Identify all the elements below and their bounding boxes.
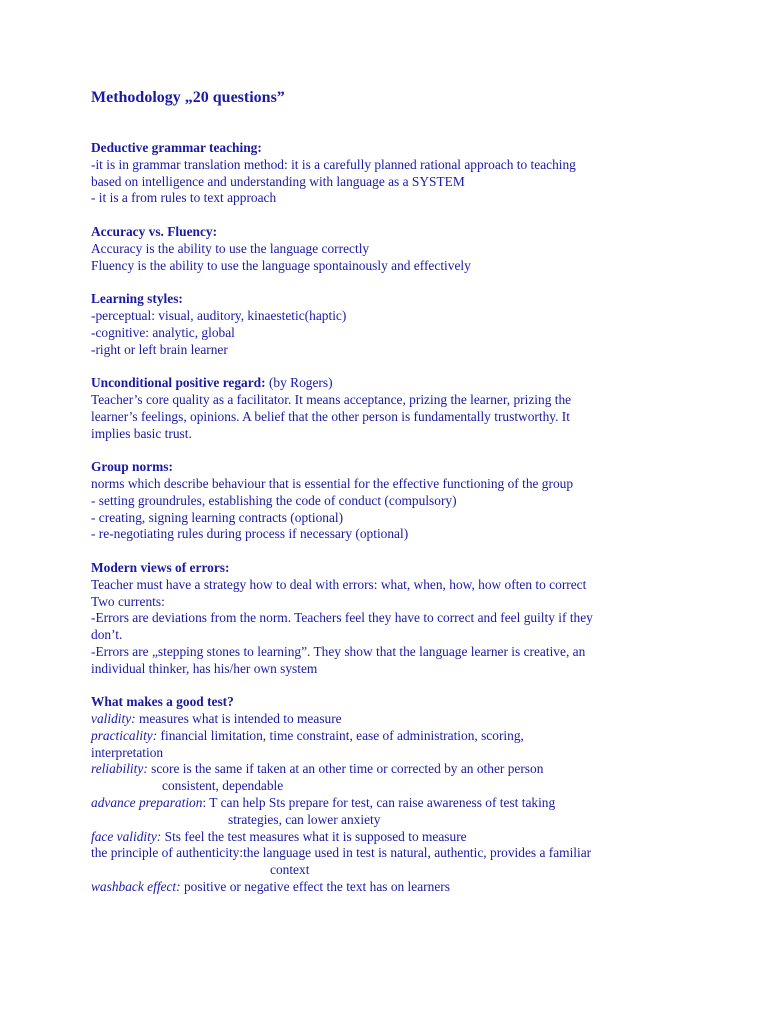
- text-line: -Errors are „stepping stones to learning”. They show that the language learner is creative, an: [91, 643, 586, 659]
- text-line: -Errors are deviations from the norm. Teachers feel they have to correct and feel guilty if they: [91, 610, 593, 626]
- test-criterion-practicality: [91, 728, 691, 745]
- text-line: learner’s feelings, opinions. A belief that the other person is fundamentally trustworthy. It: [91, 408, 570, 424]
- criterion-term: washback effect:: [91, 879, 181, 895]
- text-line: don’t.: [91, 627, 123, 643]
- document-page: [91, 88, 691, 913]
- text-line: - it is a from rules to text approach: [91, 190, 277, 206]
- text-line: - creating, signing learning contracts (optional): [91, 509, 344, 525]
- section-group-norms: [91, 459, 691, 543]
- section-heading-line: [91, 375, 691, 392]
- section-heading: Unconditional positive regard:: [91, 375, 266, 391]
- criterion-continuation: interpretation: [91, 744, 164, 760]
- text-line: Teacher’s core quality as a facilitator. It means acceptance, prizing the learner, prizing the: [91, 391, 572, 407]
- section-heading: Accuracy vs. Fluency:: [91, 223, 218, 239]
- text-line: Fluency is the ability to use the language spontainously and effectively: [91, 257, 471, 273]
- criterion-term: validity:: [91, 711, 136, 727]
- heading-suffix: (by Rogers): [265, 375, 333, 391]
- test-criterion-reliability: [91, 761, 691, 778]
- section-heading: What makes a good test?: [91, 694, 234, 710]
- criterion-text: Sts feel the test measures what it is supposed to measure: [161, 828, 467, 844]
- page-title: Methodology „20 questions”: [91, 89, 285, 106]
- section-heading: Group norms:: [91, 459, 173, 475]
- criterion-term: face validity:: [91, 828, 162, 844]
- criterion-text: measures what is intended to measure: [135, 711, 342, 727]
- section-heading: Deductive grammar teaching:: [91, 140, 262, 155]
- criterion-text: : T can help Sts prepare for test, can raise awareness of test taking: [202, 795, 556, 811]
- section-heading: Learning styles:: [91, 291, 183, 307]
- text-line: implies basic trust.: [91, 425, 192, 441]
- criterion-term: practicality:: [91, 727, 158, 743]
- section-accuracy-fluency: [91, 224, 691, 274]
- text-line: -perceptual: visual, auditory, kinaestetic(haptic): [91, 307, 347, 323]
- text-line: -right or left brain learner: [91, 341, 228, 357]
- criterion-continuation: context: [270, 862, 310, 878]
- section-deductive-grammar: [91, 140, 691, 207]
- text-line: individual thinker, has his/her own system: [91, 660, 318, 676]
- text-line: -cognitive: analytic, global: [91, 324, 235, 340]
- criterion-term: advance preparation: [91, 795, 203, 811]
- section-errors: [91, 560, 691, 678]
- section-unconditional-regard: [91, 375, 691, 442]
- criterion-text: score is the same if taken at an other time or corrected by an other person: [147, 761, 544, 777]
- test-criterion-validity: [91, 711, 691, 728]
- text-line: - setting groundrules, establishing the code of conduct (compulsory): [91, 492, 457, 508]
- text-line: based on intelligence and understanding with language as a SYSTEM: [91, 173, 465, 189]
- section-good-test: [91, 694, 691, 896]
- text-line: Two currents:: [91, 593, 165, 609]
- test-criterion-authenticity: the principle of authenticity:the language used in test is natural, authentic, provides a familiar: [91, 845, 592, 861]
- section-heading: Modern views of errors:: [91, 559, 230, 575]
- test-criterion-washback: [91, 879, 691, 896]
- text-line: -it is in grammar translation method: it is a carefully planned rational approach to teaching: [91, 156, 576, 172]
- criterion-continuation: strategies, can lower anxiety: [228, 811, 381, 827]
- section-learning-styles: [91, 291, 691, 358]
- criterion-text: positive or negative effect the text has on learners: [180, 879, 450, 895]
- text-line: Teacher must have a strategy how to deal with errors: what, when, how, how often to correct: [91, 576, 587, 592]
- text-line: norms which describe behaviour that is essential for the effective functioning of the group: [91, 475, 574, 491]
- text-line: Accuracy is the ability to use the language correctly: [91, 240, 370, 256]
- test-criterion-face-validity: [91, 829, 691, 846]
- criterion-text: financial limitation, time constraint, ease of administration, scoring,: [157, 727, 524, 743]
- criterion-term: reliability:: [91, 761, 148, 777]
- text-line: - re-negotiating rules during process if necessary (optional): [91, 526, 409, 542]
- criterion-continuation: consistent, dependable: [162, 778, 284, 794]
- test-criterion-advance-preparation: [91, 795, 691, 812]
